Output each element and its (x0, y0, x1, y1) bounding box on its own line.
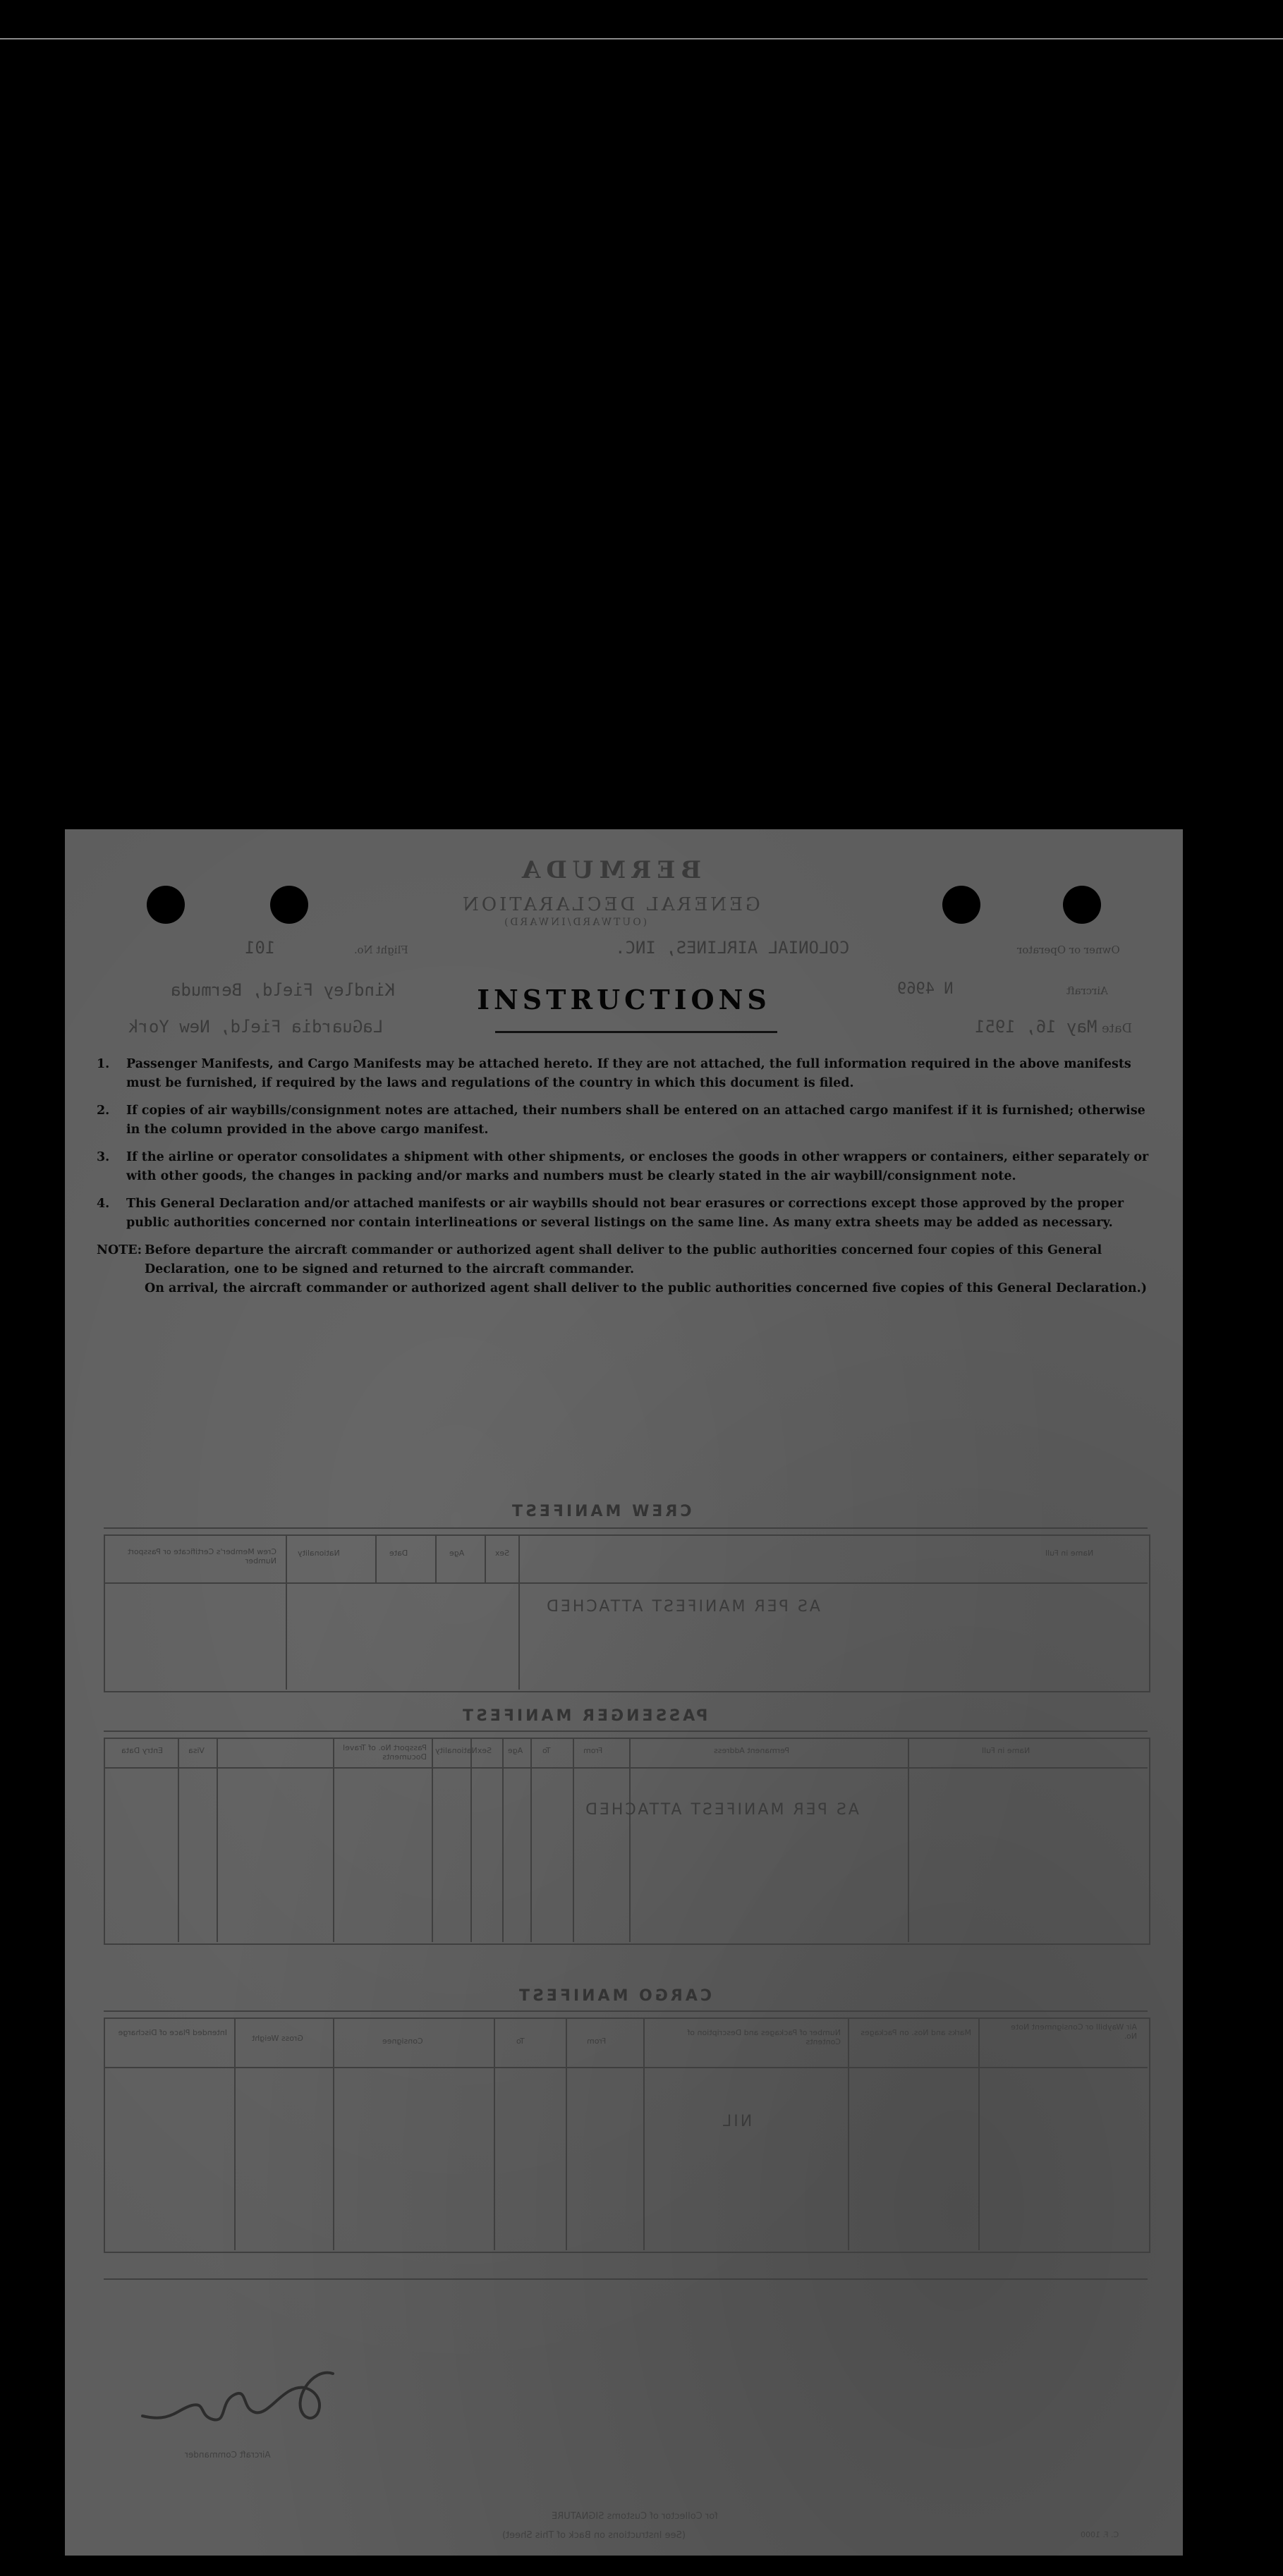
ghost-passenger-col: Entry Data (121, 1746, 164, 1755)
ghost-arrival-value: LaGuardia Field, New York (128, 1017, 384, 1037)
note-arrival: On arrival, the aircraft commander or authorized agent shall deliver to the public authorities concerned five copies of this General Declaration.) (145, 1281, 1148, 1295)
punch-hole (942, 886, 980, 924)
passenger-col-rule (629, 1738, 631, 1942)
passenger-col-rule (470, 1738, 472, 1942)
cargo-header-rule (104, 2067, 1148, 2068)
instruction-text: If copies of air waybills/consignment notes are attached, their numbers shall be entered on an attached cargo manifest if it is furnished; otherwise in the column provided in the above cargo manifest. (126, 1104, 1145, 1137)
ghost-cargo-col: Intended Place of Discharge (118, 2028, 227, 2037)
ghost-cargo-col: Consignee (382, 2037, 423, 2046)
ghost-aircraft-label: Aircraft (1066, 984, 1108, 997)
ghost-footer-signature: for Collector of Customs SIGNATURE (552, 2511, 718, 2522)
instruction-text: If the airline or operator consolidates a shipment with other shipments, or encloses the goods in other wrappers or containers, either separately or with other goods, the changes in packing and/or marks and numbers must be clearly stated in the air waybill/consignment note. (126, 1150, 1149, 1183)
crew-rule (104, 1527, 1148, 1529)
ghost-cargo-heading: CARGO MANIFEST (516, 1987, 712, 2005)
note-tag: NOTE: (97, 1243, 142, 1257)
passenger-header-rule (104, 1767, 1148, 1769)
cargo-table-frame (104, 2018, 1150, 2253)
crew-col-rule (435, 1534, 437, 1584)
ghost-crew-col: Date (389, 1549, 408, 1558)
ghost-cargo-col: Number of Packages and Description of Contents (687, 2028, 841, 2046)
instruction-number: 1. (97, 1057, 110, 1071)
instruction-text: Passenger Manifests, and Cargo Manifests may be attached hereto. If they are not attached, the full information required in the above manifests must be furnished, if required by the laws and regulations of the country in which this document is filed. (126, 1057, 1131, 1090)
ghost-form-subtitle: (OUTWARD/INWARD) (502, 917, 647, 928)
ghost-passenger-col: Nationality (435, 1746, 478, 1755)
ghost-cargo-col: To (516, 2037, 525, 2046)
ghost-operator-label: Owner or Operator (1017, 944, 1120, 956)
ghost-date-value: May 16, 1951 (975, 1017, 1097, 1037)
instruction-number: 3. (97, 1150, 110, 1164)
crew-col-rule (286, 1534, 287, 1690)
ghost-crew-stamp: AS PER MANIFEST ATTACHED (545, 1598, 820, 1616)
instructions-list (97, 1055, 1158, 1298)
ghost-cargo-stamp: NIL (721, 2113, 753, 2130)
ghost-operator-value: COLONIAL AIRLINES, INC. (615, 938, 850, 958)
passenger-col-rule (333, 1738, 334, 1942)
cargo-col-rule (643, 2018, 645, 2250)
cargo-col-rule (978, 2018, 980, 2250)
ghost-departure-value: Kindley Field, Bermuda (171, 980, 395, 1000)
film-edge-line (0, 38, 1283, 39)
instruction-text: This General Declaration and/or attached manifests or air waybills should not bear erasures or corrections except those approved by the proper public authorities concerned nor contain interlineations or several listings on the same line. As many extra sheets may be added as necessary. (126, 1197, 1124, 1230)
passenger-table-frame (104, 1738, 1150, 1945)
passenger-col-rule (502, 1738, 504, 1942)
ghost-crew-col: Age (449, 1549, 465, 1558)
ghost-passenger-col: Visa (188, 1746, 205, 1755)
cargo-rule (104, 2010, 1148, 2012)
crew-header-rule (104, 1582, 1148, 1584)
cargo-col-rule (333, 2018, 334, 2250)
handwritten-signature (128, 2345, 340, 2444)
instructions-title: INSTRUCTIONS (477, 984, 771, 1015)
cargo-col-rule (566, 2018, 567, 2250)
ghost-form-number: C. F. 1000 (1081, 2530, 1119, 2539)
passenger-col-rule (530, 1738, 532, 1942)
ghost-crew-col: Crew Member's Certificate or Passport Number (128, 1547, 276, 1565)
passenger-rule (104, 1730, 1148, 1732)
crew-col-rule (518, 1534, 520, 1690)
note-departure: Before departure the aircraft commander or authorized agent shall deliver to the public authorities concerned four copies of this General Declaration, one to be signed and returned to the aircraft commander. (145, 1243, 1102, 1276)
ghost-form-title: GENERAL DECLARATION (460, 894, 760, 915)
ghost-signature-label: Aircraft Commander (185, 2450, 271, 2460)
passenger-col-rule (178, 1738, 179, 1942)
ghost-cargo-col: Gross Weight (252, 2034, 303, 2043)
instruction-item (97, 1101, 1158, 1140)
ghost-passenger-col: Age (508, 1746, 523, 1755)
instruction-note (97, 1241, 1158, 1298)
ghost-passenger-heading: PASSENGER MANIFEST (460, 1707, 708, 1725)
ghost-passenger-col: To (542, 1746, 551, 1755)
ghost-crew-heading: CREW MANIFEST (509, 1503, 692, 1520)
ghost-aircraft-value: N 4969 (897, 980, 954, 998)
declaration-rule (104, 2278, 1148, 2280)
cargo-col-rule (848, 2018, 849, 2250)
instruction-number: 4. (97, 1197, 110, 1211)
ghost-footer-note: (See Instructions on Back of This Sheet) (502, 2530, 686, 2541)
ghost-date-label: Date (1102, 1021, 1133, 1036)
ghost-passenger-col: Passport No. of Travel Documents (343, 1743, 427, 1762)
title-underline (495, 1031, 777, 1033)
ghost-passenger-col: Name in Full (982, 1746, 1030, 1755)
cargo-col-rule (234, 2018, 236, 2250)
ghost-cargo-col: Air Waybill or Consignment Note No. (1011, 2022, 1137, 2041)
passenger-col-rule (217, 1738, 218, 1942)
instruction-item (97, 1055, 1158, 1093)
crew-col-rule (375, 1534, 377, 1584)
ghost-cargo-col: Marks and Nos. on Packages (861, 2028, 971, 2037)
punch-hole (1063, 886, 1101, 924)
ghost-cargo-col: From (587, 2037, 607, 2046)
ghost-crew-col: Nationality (298, 1549, 340, 1558)
passenger-col-rule (908, 1738, 909, 1942)
punch-hole (147, 886, 185, 924)
ghost-crew-col: Sex (495, 1549, 510, 1558)
ghost-passenger-col: From (583, 1746, 603, 1755)
instruction-item (97, 1148, 1158, 1186)
passenger-col-rule (573, 1738, 574, 1942)
instruction-item (97, 1195, 1158, 1233)
ghost-passenger-stamp: AS PER MANIFEST ATTACHED (583, 1801, 859, 1819)
ghost-crew-col: Name in Full (1045, 1549, 1094, 1558)
ghost-country: BERMUDA (516, 856, 702, 884)
declaration-sheet (65, 829, 1183, 2556)
punch-hole (270, 886, 308, 924)
ghost-passenger-col: Permanent Address (714, 1746, 790, 1755)
instruction-number: 2. (97, 1104, 110, 1118)
cargo-col-rule (494, 2018, 495, 2250)
ghost-flight-value: 101 (245, 938, 276, 958)
ghost-flight-label: Flight No. (354, 944, 408, 956)
ghost-passenger-col: Sex (478, 1746, 492, 1755)
passenger-col-rule (432, 1738, 433, 1942)
crew-col-rule (485, 1534, 486, 1584)
